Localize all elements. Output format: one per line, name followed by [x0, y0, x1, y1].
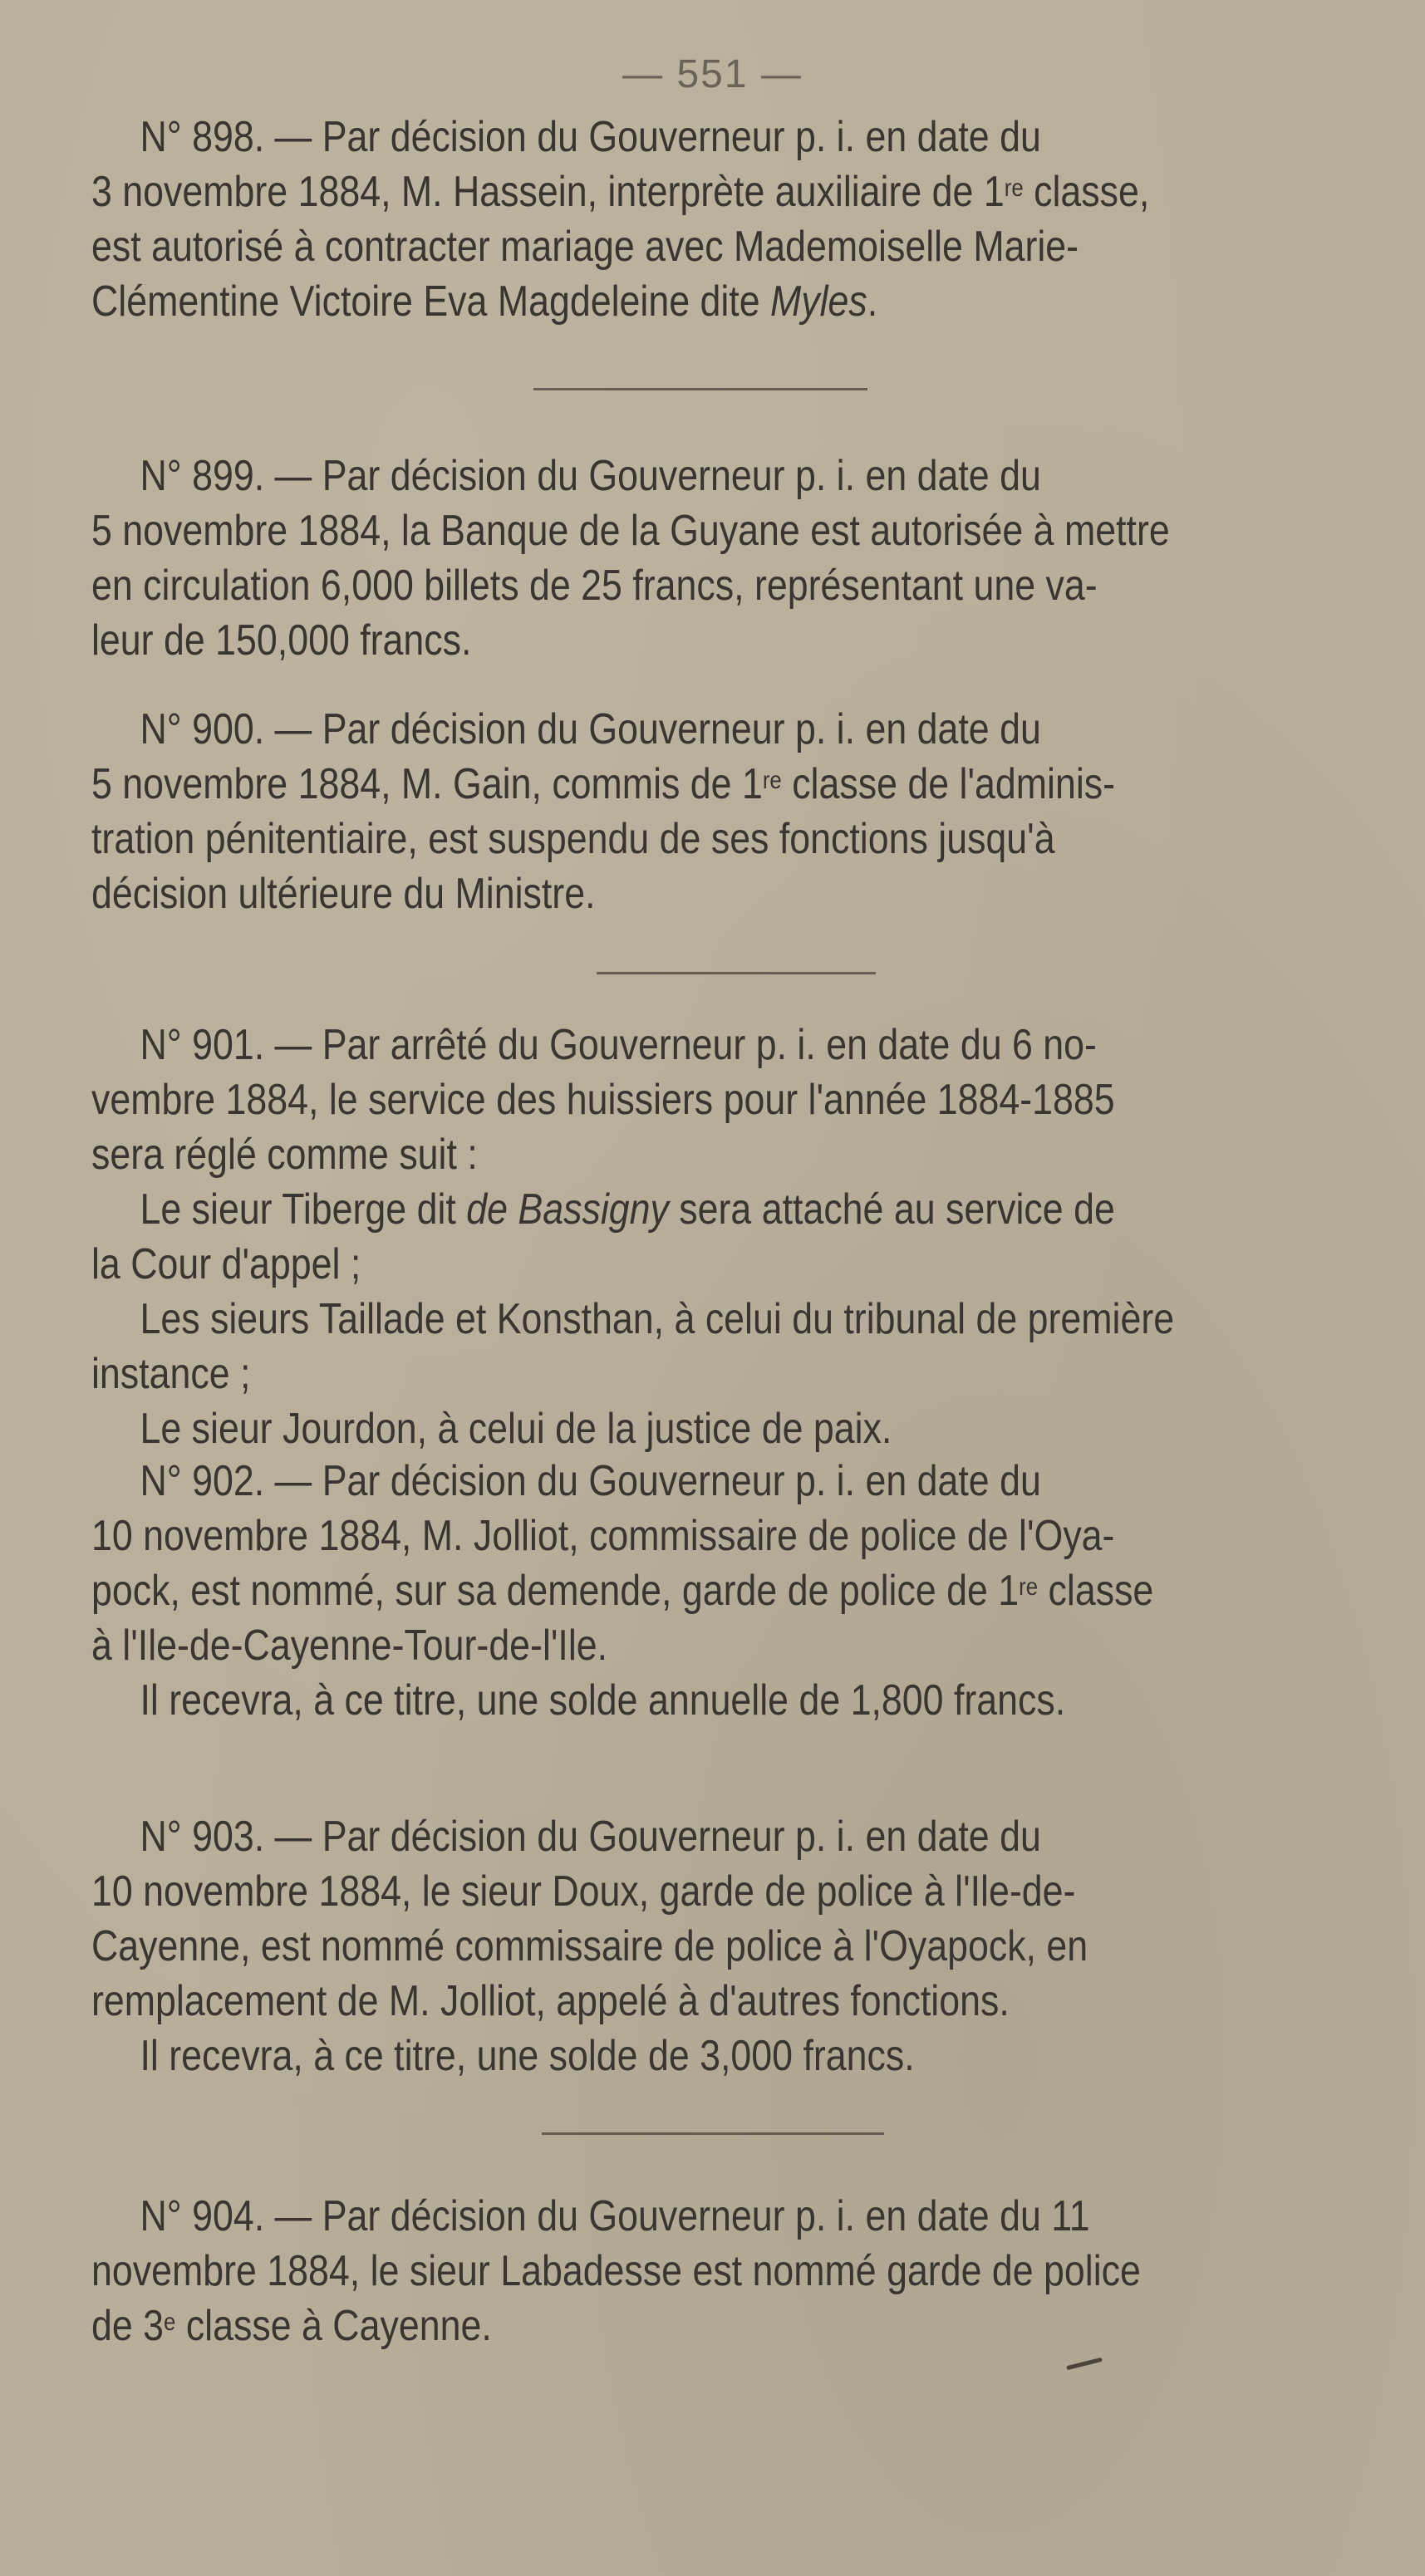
- text: Il recevra, à ce titre, une solde annuelle de 1,800 francs.: [140, 1676, 1066, 1725]
- text: N° 898. — Par décision du Gouverneur p. i. en date du: [140, 113, 1041, 161]
- entry-line: [91, 1618, 1370, 1673]
- entry-line: [91, 1563, 1370, 1618]
- text: Le sieur Tiberge dit: [140, 1185, 467, 1234]
- entry-line: [91, 1673, 1370, 1728]
- ink-mark: [1066, 2358, 1103, 2370]
- text: Il recevra, à ce titre, une solde de 3,000 francs.: [140, 2032, 915, 2080]
- entry-line: [91, 1347, 1370, 1401]
- superscript: re: [1019, 1573, 1039, 1601]
- text: N° 904. — Par décision du Gouverneur p. i. en date du 11: [140, 2192, 1090, 2240]
- italic-name: de Bassigny: [466, 1185, 669, 1234]
- text: 3 novembre 1884, M. Hassein, interprète auxiliaire de 1: [91, 168, 1005, 216]
- entry-line: [91, 866, 1370, 921]
- text: la Cour d'appel ;: [91, 1240, 361, 1288]
- superscript: re: [1004, 174, 1024, 202]
- entry-line: [91, 219, 1370, 274]
- entry-line: [91, 2299, 1370, 2353]
- text: remplacement de M. Jolliot, appelé à d'autres fonctions.: [91, 1977, 1010, 2025]
- text: tration pénitentiaire, est suspendu de ses fonctions jusqu'à: [91, 815, 1055, 863]
- entry-line: [91, 1182, 1370, 1237]
- entry-line: [91, 1809, 1370, 1864]
- entry-898: [91, 110, 1371, 329]
- text: pock, est nommé, sur sa demende, garde de police de 1: [91, 1567, 1020, 1615]
- superscript: re: [762, 767, 782, 794]
- text: 10 novembre 1884, M. Jolliot, commissaire de police de l'Oya-: [91, 1512, 1115, 1560]
- text: 5 novembre 1884, la Banque de la Guyane est autorisée à mettre: [91, 507, 1170, 555]
- text: classe de l'adminis-: [781, 760, 1116, 808]
- text: Cayenne, est nommé commissaire de police à l'Oyapock, en: [91, 1922, 1088, 1970]
- entry-line: [91, 1292, 1370, 1347]
- text: Les sieurs Taillade et Konsthan, à celui du tribunal de première: [140, 1295, 1175, 1343]
- text: classe,: [1023, 168, 1150, 216]
- entry-line: [91, 2029, 1370, 2083]
- entry-line: [91, 702, 1370, 757]
- text: de 3: [91, 2302, 165, 2350]
- separator-rule: [597, 972, 876, 974]
- text: classe: [1038, 1567, 1154, 1615]
- text: en circulation 6,000 billets de 25 francs, représentant une va-: [91, 562, 1098, 610]
- entry-line: [91, 1974, 1370, 2029]
- separator-rule: [533, 388, 867, 390]
- text: N° 900. — Par décision du Gouverneur p. i. en date du: [140, 705, 1041, 753]
- text: décision ultérieure du Ministre.: [91, 870, 596, 918]
- entry-line: [91, 1509, 1370, 1563]
- text: Clémentine Victoire Eva Magdeleine dite: [91, 277, 771, 326]
- entry-line: [91, 503, 1370, 558]
- entry-line: [91, 1072, 1370, 1127]
- entry-901: [91, 1018, 1371, 1456]
- entry-line: [91, 1454, 1370, 1509]
- text: leur de 150,000 francs.: [91, 616, 472, 665]
- entry-line: [91, 110, 1370, 164]
- entry-line: [91, 558, 1370, 613]
- text: instance ;: [91, 1350, 251, 1398]
- entry-line: [91, 274, 1370, 329]
- entry-line: [91, 449, 1370, 503]
- entry-line: [91, 2189, 1370, 2244]
- text: sera réglé comme suit :: [91, 1131, 478, 1179]
- separator-rule: [542, 2132, 884, 2135]
- entry-902: [91, 1454, 1371, 1728]
- entry-line: [91, 1864, 1370, 1919]
- text: novembre 1884, le sieur Labadesse est nommé garde de police: [91, 2247, 1141, 2295]
- entry-line: [91, 1919, 1370, 1974]
- entry-line: [91, 2244, 1370, 2299]
- page-number: — 551 —: [622, 52, 803, 96]
- text: .: [867, 277, 878, 326]
- text: 5 novembre 1884, M. Gain, commis de 1: [91, 760, 763, 808]
- entry-line: [91, 757, 1370, 812]
- text: N° 903. — Par décision du Gouverneur p. i. en date du: [140, 1813, 1041, 1861]
- text: vembre 1884, le service des huissiers pour l'année 1884-1885: [91, 1076, 1115, 1124]
- text: sera attaché au service de: [668, 1185, 1115, 1234]
- entry-899: [91, 449, 1371, 668]
- entry-line: [91, 1018, 1370, 1072]
- text: N° 902. — Par décision du Gouverneur p. i. en date du: [140, 1457, 1041, 1505]
- text: à l'Ile-de-Cayenne-Tour-de-l'Ile.: [91, 1622, 608, 1670]
- text: Le sieur Jourdon, à celui de la justice de paix.: [140, 1405, 892, 1453]
- entry-line: [91, 164, 1370, 219]
- text: classe à Cayenne.: [175, 2302, 492, 2350]
- entry-line: [91, 1401, 1370, 1456]
- text: 10 novembre 1884, le sieur Doux, garde de police à l'Ile-de-: [91, 1867, 1076, 1916]
- entry-904: [91, 2189, 1371, 2353]
- superscript: e: [164, 2309, 176, 2336]
- entry-line: [91, 1127, 1370, 1182]
- entry-line: [91, 812, 1370, 866]
- text: N° 899. — Par décision du Gouverneur p. i. en date du: [140, 452, 1041, 500]
- text: est autorisé à contracter mariage avec Mademoiselle Marie-: [91, 223, 1079, 271]
- entry-903: [91, 1809, 1371, 2083]
- entry-900: [91, 702, 1371, 921]
- entry-line: [91, 613, 1370, 668]
- entry-line: [91, 1237, 1370, 1292]
- italic-name: Myles: [770, 277, 867, 326]
- text: N° 901. — Par arrêté du Gouverneur p. i. en date du 6 no-: [140, 1021, 1097, 1069]
